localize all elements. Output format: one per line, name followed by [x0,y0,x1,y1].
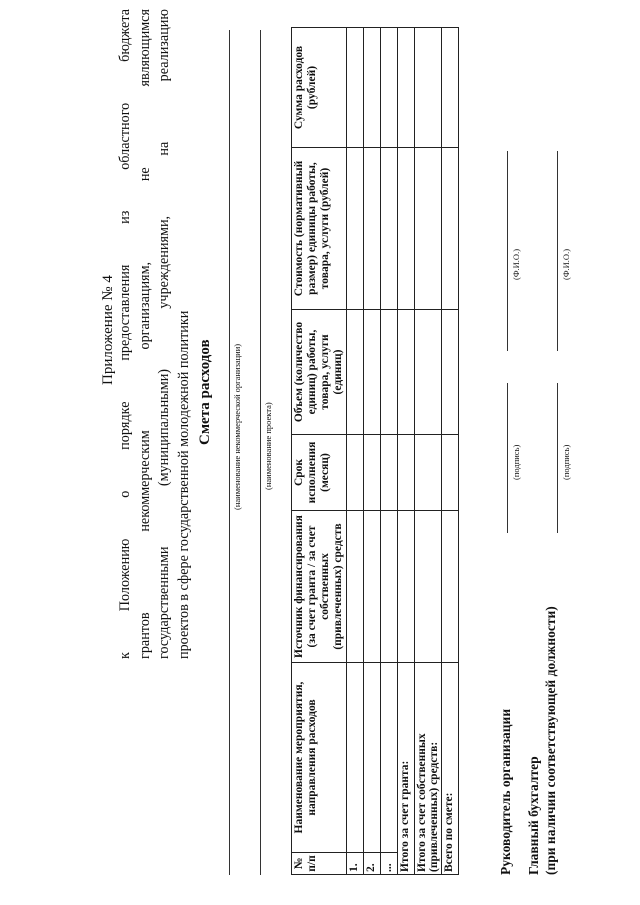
table-row [381,28,398,875]
total-row-grant [398,28,415,875]
total-grant-label: Итого за счет гранта: [398,663,415,875]
total-overall-label: Всего по смете: [442,663,459,875]
col-header-name: Наименование мероприятия, направления расходов [292,663,347,853]
col-header-sum: Сумма расходов (рублей) [292,28,347,148]
total-row-own-funds [415,28,442,875]
regulation-line-3: государственными (муниципальными) учреждениями, на реализацию [156,9,172,659]
accountant-signature-label: Главный бухгалтер [526,756,541,875]
col-header-cost: Стоимость (нормативный размер) единицы работы, товара, услуги (рублей) [292,148,347,310]
accountant-name-line [557,151,558,351]
accountant-signature-sublabel: (при наличии соответствующей должности) [543,606,558,875]
regulation-line-2: грантов некоммерческим организациям, не являющимся [136,9,153,659]
project-name-caption: (наименование проекта) [263,402,273,490]
head-name-caption: (Ф.И.О.) [511,248,521,280]
total-row-overall [442,28,459,875]
regulation-reference [116,9,194,659]
org-name-caption: (наименование некоммерческой организации) [232,343,242,510]
accountant-sign-caption: (подпись) [561,444,571,480]
table-row [347,28,364,875]
head-signature-label: Руководитель организации [498,708,513,875]
cost-estimate-table [291,27,459,875]
row-number: 2. [364,853,381,875]
col-header-volume: Объем (количество единиц) работы, товара, услуги (единиц) [292,310,347,435]
appendix-title: Приложение № 4 [100,275,116,385]
row-number: ... [381,853,398,875]
total-own-funds-label: Итого за счет собственных (привлеченных) средств: [415,663,442,875]
table-row [364,28,381,875]
head-sign-line [507,383,508,533]
accountant-name-caption: (Ф.И.О.) [561,248,571,280]
col-header-num: № п/п [292,853,347,875]
accountant-sign-line [557,383,558,533]
regulation-line-4: проектов в сфере государственной молодежной политики [175,310,192,659]
row-number: 1. [347,853,364,875]
document-title: Смета расходов [197,339,213,445]
table-header-row [292,28,347,875]
head-name-line [507,151,508,351]
col-header-term: Срок исполнения (месяц) [292,435,347,511]
col-header-source: Источник финансирования (за счет гранта / за счет собственных (привлеченных) средств [292,511,347,663]
project-name-line [260,30,261,875]
regulation-line-1: к Положению о порядке предоставления из областного бюджета [117,9,133,659]
org-name-line [229,30,230,875]
head-sign-caption: (подпись) [511,444,521,480]
